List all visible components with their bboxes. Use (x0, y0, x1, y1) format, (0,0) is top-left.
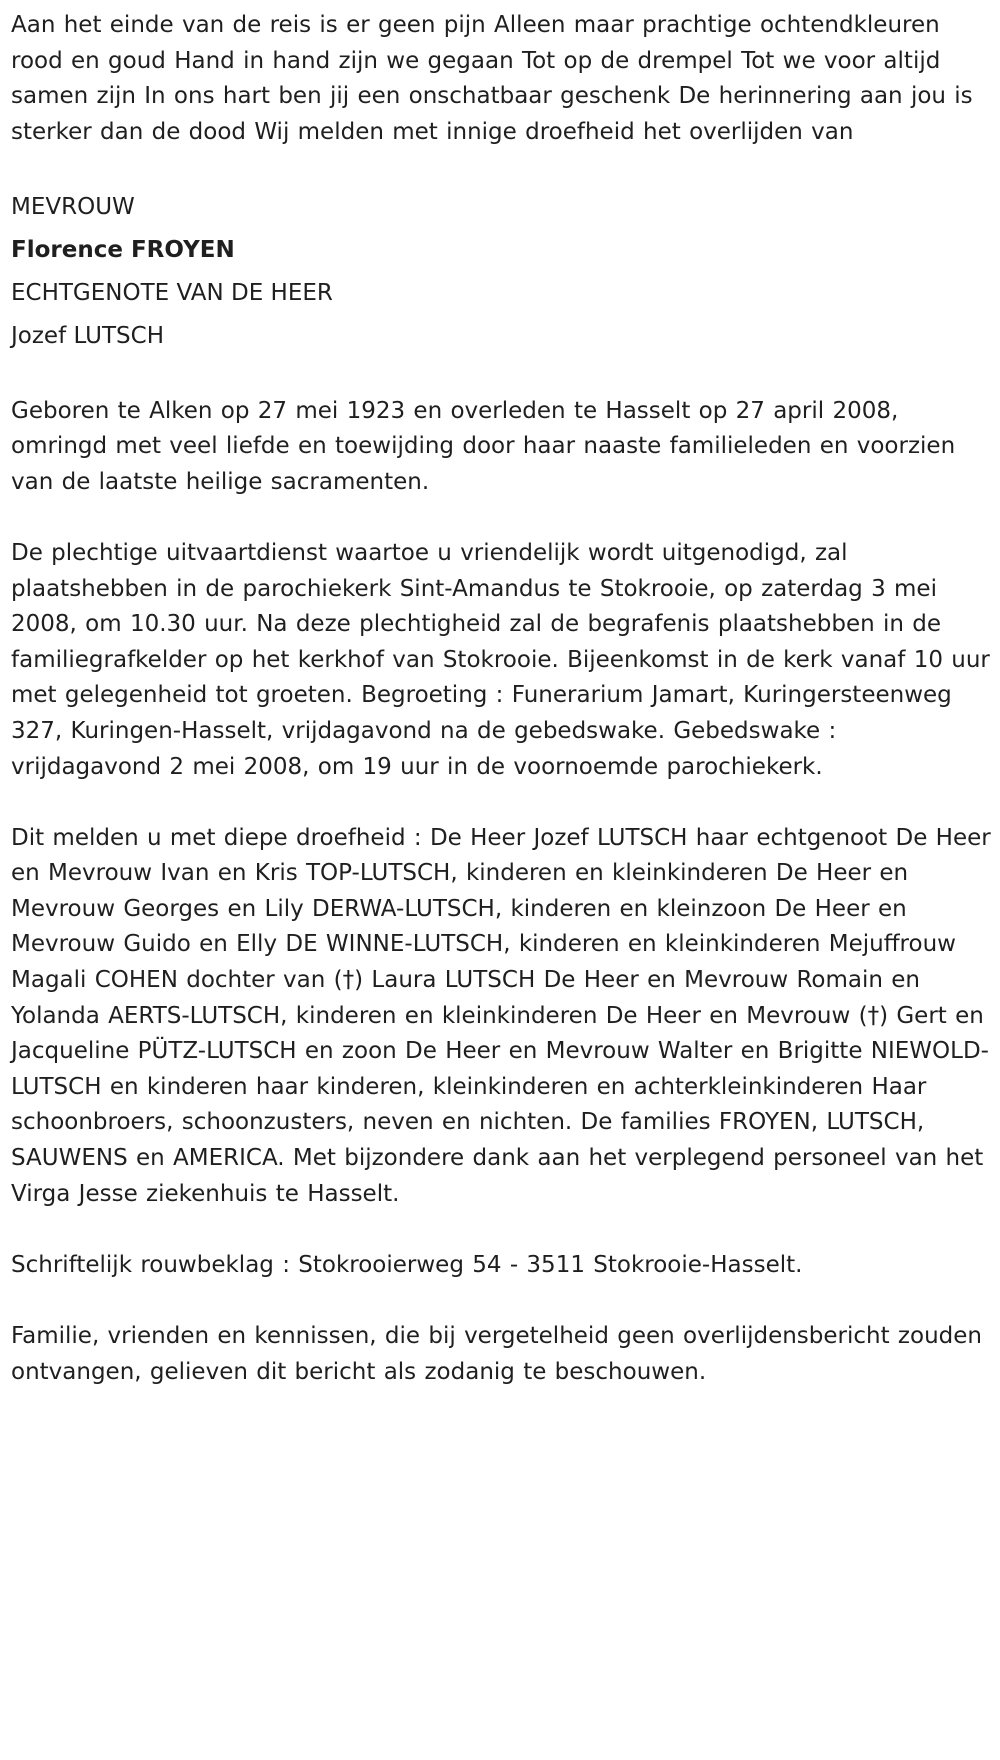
deceased-name: Florence FROYEN (11, 236, 235, 263)
spouse-name: Jozef LUTSCH (11, 322, 164, 349)
birth-death-paragraph: Geboren te Alken op 27 mei 1923 en overleden te Hasselt op 27 april 2008, omringd met veel liefde en toewijding door haar naaste familieleden en voorzien van de laatste heilige sacramenten. (11, 397, 956, 495)
deceased-relation: ECHTGENOTE VAN DE HEER (11, 279, 333, 306)
paragraph-spacer (11, 150, 992, 186)
paragraph-spacer (11, 1283, 992, 1319)
paragraph-spacer (11, 785, 992, 821)
closing-note: Familie, vrienden en kennissen, die bij vergetelheid geen overlijdensbericht zouden ontvangen, gelieven dit bericht als zodanig te beschouwen. (11, 1323, 982, 1385)
condolence-address: Schriftelijk rouwbeklag : Stokrooierweg 54 - 3511 Stokrooie-Hasselt. (11, 1251, 803, 1278)
deceased-title: MEVROUW (11, 193, 135, 220)
deceased-block (11, 186, 992, 358)
paragraph-spacer (11, 1212, 992, 1248)
ceremony-paragraph: De plechtige uitvaartdienst waartoe u vriendelijk wordt uitgenodigd, zal plaatshebben in de parochiekerk Sint-Amandus te Stokrooie, op zaterdag 3 mei 2008, om 10.30 uur. Na deze plechtigheid zal de begrafenis plaatshebben in de familiegrafkelder op het kerkhof van Stokrooie. Bijeenkomst in de kerk vanaf 10 uur met gelegenheid tot groeten. Begroeting : Funerarium Jamart, Kuringersteenweg 327, Kuringen-Hasselt, vrijdagavond na de gebedswake. Gebedswake : vrijdagavond 2 mei 2008, om 19 uur in de voornoemde parochiekerk. (11, 539, 990, 780)
intro-poem-paragraph: Aan het einde van de reis is er geen pijn Alleen maar prachtige ochtendkleuren rood en goud Hand in hand zijn we gegaan Tot op de drempel Tot we voor altijd samen zijn In ons hart ben jij een onschatbaar geschenk De herinnering aan jou is sterker dan de dood Wij melden met innige droefheid het overlijden van (11, 12, 973, 145)
paragraph-spacer (11, 358, 992, 394)
paragraph-spacer (11, 500, 992, 536)
family-paragraph: Dit melden u met diepe droefheid : De Heer Jozef LUTSCH haar echtgenoot De Heer en Mevrouw Ivan en Kris TOP-LUTSCH, kinderen en kleinkinderen De Heer en Mevrouw Georges en Lily DERWA-LUTSCH, kinderen en kleinzoon De Heer en Mevrouw Guido en Elly DE WINNE-LUTSCH, kinderen en kleinkinderen Mejuffrouw Magali COHEN dochter van (†) Laura LUTSCH De Heer en Mevrouw Romain en Yolanda AERTS-LUTSCH, kinderen en kleinkinderen De Heer en Mevrouw (†) Gert en Jacqueline PÜTZ-LUTSCH en zoon De Heer en Mevrouw Walter en Brigitte NIEWOLD-LUTSCH en kinderen haar kinderen, kleinkinderen en achterkleinkinderen Haar schoonbroers, schoonzusters, neven en nichten. De families FROYEN, LUTSCH, SAUWENS en AMERICA. Met bijzondere dank aan het verplegend personeel van het Virga Jesse ziekenhuis te Hasselt. (11, 824, 991, 1207)
